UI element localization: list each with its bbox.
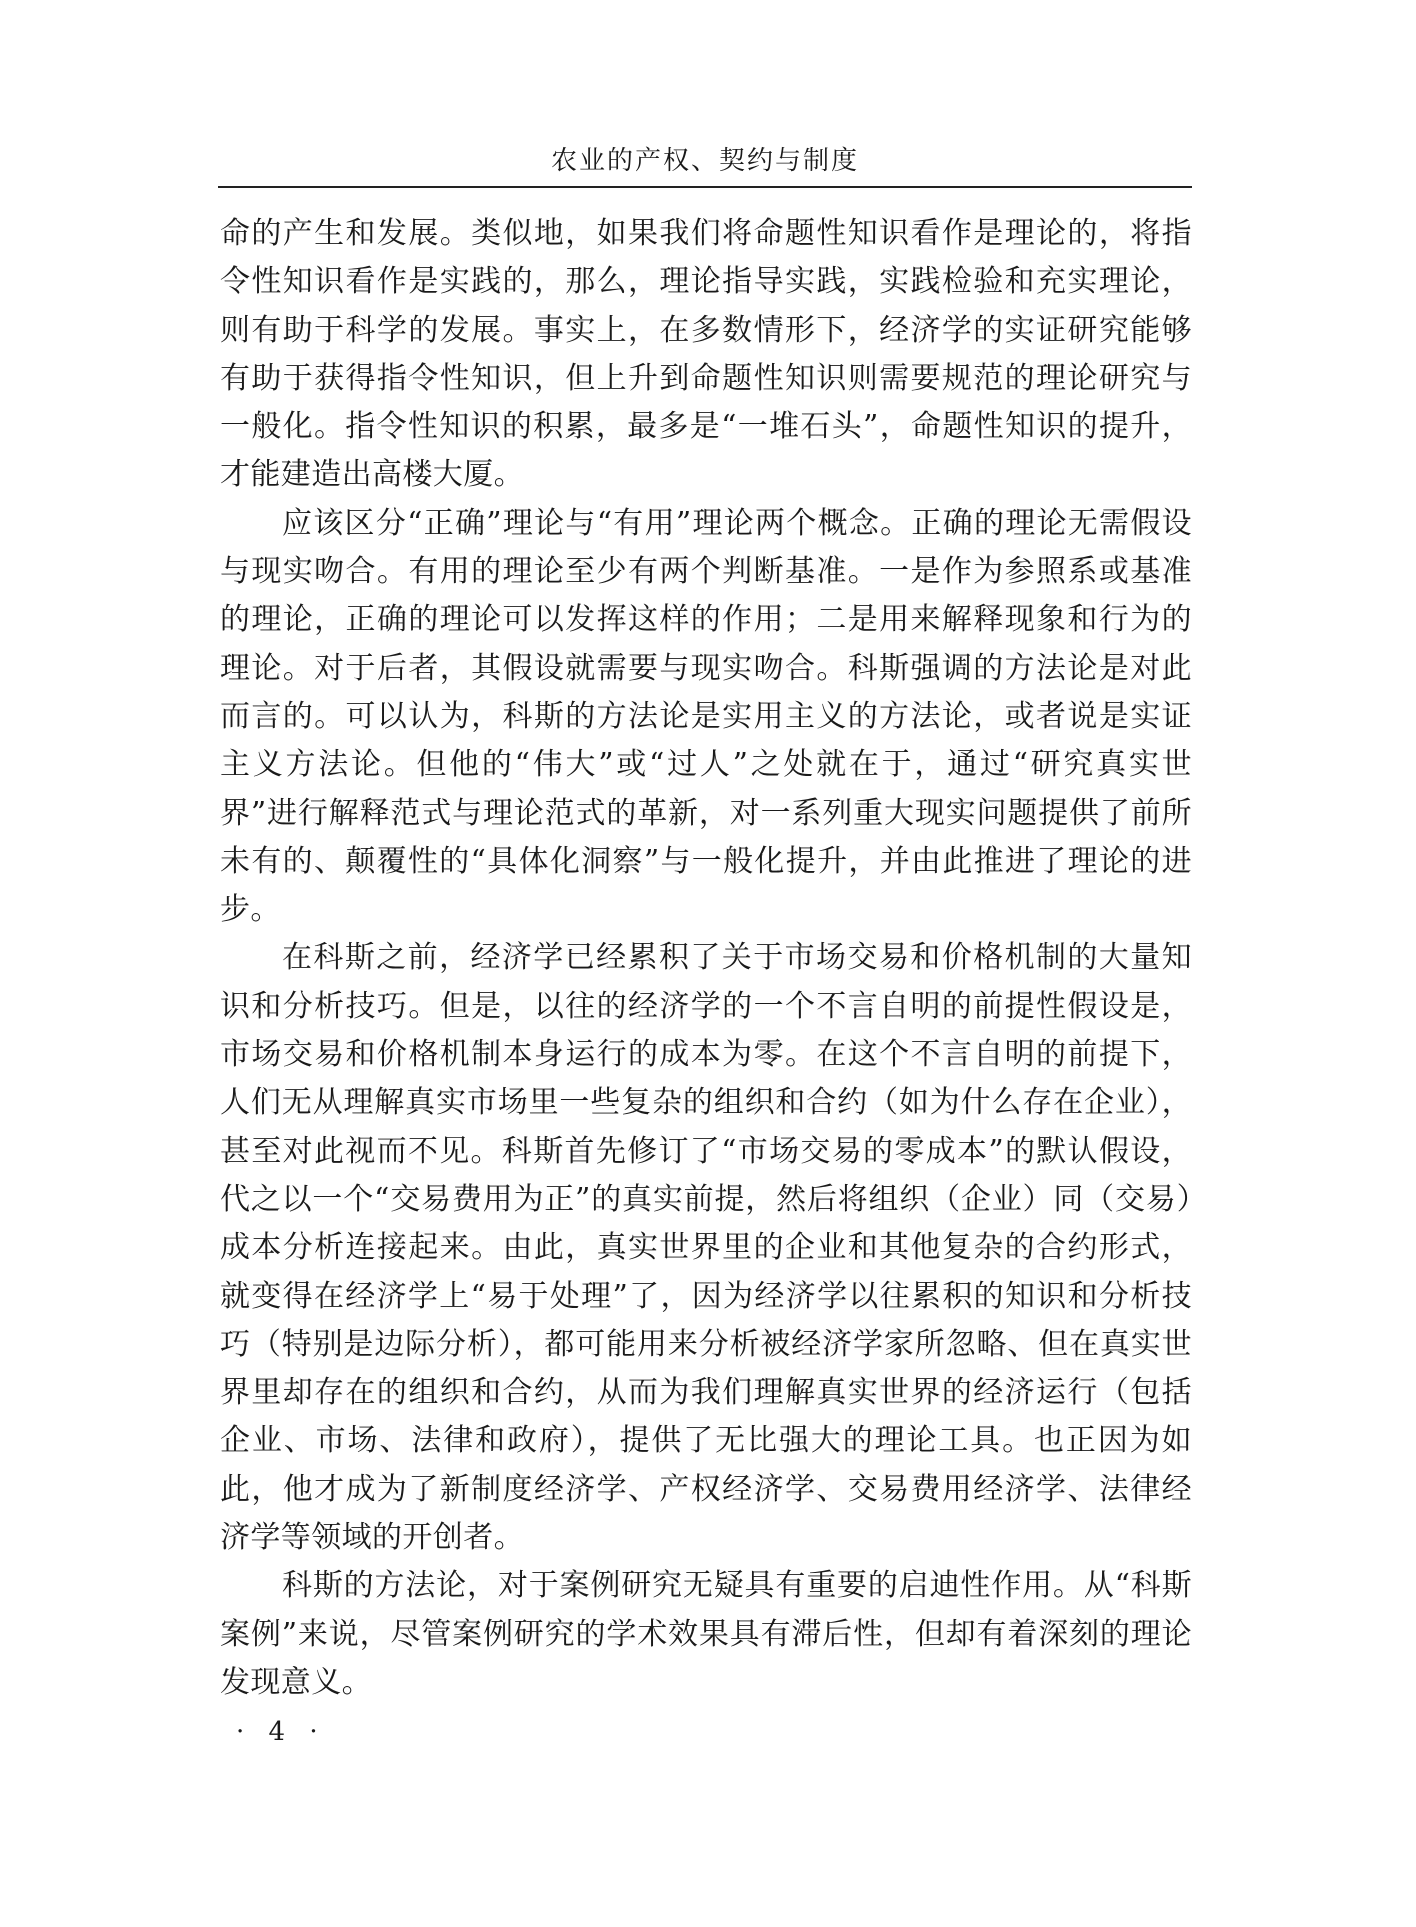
paragraph-continuation: 命的产生和发展。类似地，如果我们将命题性知识看作是理论的，将指令性知识看作是实践的，那么，理论指导实践，实践检验和充实理论，则有助于科学的发展。事实上，在多数情形下，经济学的实证研究能够有助于获得指令性知识，但上升到命题性知识则需要规范的理论研究与一般化。指令性知识的积累，最多是“一堆石头”，命题性知识的提升，才能建造出高楼大厦。 <box>220 216 1192 493</box>
page-number: · 4 · <box>236 1717 326 1747</box>
paragraph: 在科斯之前，经济学已经累积了关于市场交易和价格机制的大量知识和分析技巧。但是，以往的经济学的一个不言自明的前提性假设是，市场交易和价格机制本身运行的成本为零。在这个不言自明的前提下，人们无从理解真实市场里一些复杂的组织和合约（如为什么存在企业），甚至对此视而不见。科斯首先修订了“市场交易的零成本”的默认假设，代之以一个“交易费用为正”的真实前提，然后将组织（企业）同（交易）成本分析连接起来。由此，真实世界里的企业和其他复杂的合约形式，就变得在经济学上“易于处理”了，因为经济学以往累积的知识和分析技巧（特别是边际分析），都可能用来分析被经济学家所忽略、但在真实世界里却存在的组织和合约，从而为我们理解真实世界的经济运行（包括企业、市场、法律和政府），提供了无比强大的理论工具。也正因为如此，他才成为了新制度经济学、产权经济学、交易费用经济学、法律经济学等领域的开创者。 <box>220 940 1192 1556</box>
paragraph: 应该区分“正确”理论与“有用”理论两个概念。正确的理论无需假设与现实吻合。有用的理论至少有两个判断基准。一是作为参照系或基准的理论，正确的理论可以发挥这样的作用；二是用来解释现象和行为的理论。对于后者，其假设就需要与现实吻合。科斯强调的方法论是对此而言的。可以认为，科斯的方法论是实用主义的方法论，或者说是实证主义方法论。但他的“伟大”或“过人”之处就在于，通过“研究真实世界”进行解释范式与理论范式的革新，对一系列重大现实问题提供了前所未有的、颠覆性的“具体化洞察”与一般化提升，并由此推进了理论的进步。 <box>220 505 1192 928</box>
header-rule <box>218 186 1192 188</box>
body-text <box>220 210 1192 1707</box>
running-header: 农业的产权、契约与制度 <box>550 146 859 176</box>
paragraph: 科斯的方法论，对于案例研究无疑具有重要的启迪性作用。从“科斯案例”来说，尽管案例研究的学术效果具有滞后性，但却有着深刻的理论发现意义。 <box>220 1568 1192 1700</box>
